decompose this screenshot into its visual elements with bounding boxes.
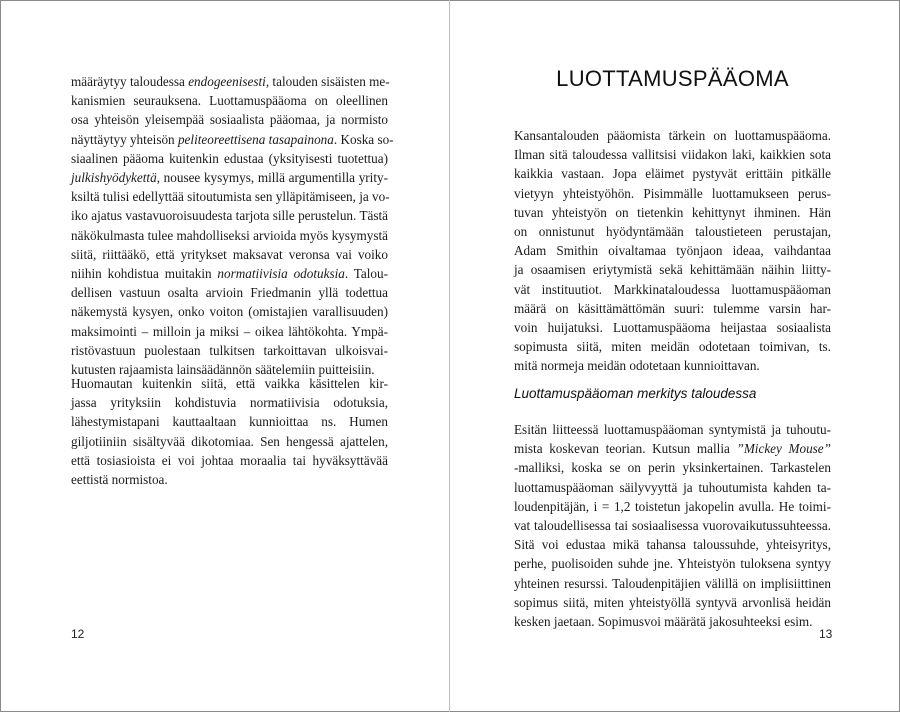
text-segment: loudenpitäjän, i = 1,2 toistetun jakopelin avulla. He toimi- [514,498,831,514]
text-segment: -malliksi, koska se on perin yksinkertainen. Tarkastelen [514,460,831,476]
text-line [514,478,831,497]
text-segment: , talouden sisäisten me- [265,74,390,89]
text-segment: siaalinen pääoma kuitenkin edustaa (yksityisesti tuotettua) [71,150,388,166]
italic-term: peliteoreettisena tasapainona [177,131,334,147]
left-paragraph-2 [71,374,388,489]
text-line: voin huijatuksi. Luottamuspääoma heijastaa sosiaalista [514,320,831,336]
text-line: eettistä normistoa. [71,472,168,488]
text-segment: Sitä voi edustaa mikä tahansa taloussuhde, yhteisyritys, [514,537,831,553]
text-segment: siitä, riittääkö, että yritykset maksavat veronsa vai voiko [71,246,388,262]
text-line: tuvan yhteistyön on tietenkin kehittynyt ihminen. Hän [514,204,831,220]
text-segment: osa yhteisön yleisempää sosiaalista pääomaa, ja normisto [71,112,388,128]
text-segment: luottamuspääoman säilyvyyttä ja tuhoutumista kahden ta- [514,479,831,495]
right-page [450,0,900,712]
text-line [71,341,388,360]
text-line: on onnistunut hyödyntämään taloustieteen perustajan, [514,224,831,240]
left-page [0,0,449,712]
text-line [71,168,388,187]
text-segment: iko ajatus vastavuoroisuudesta tarjota sille perustelun. Tästä [71,208,388,224]
text-segment: kutusten rajaamista lainsäädännön säätelemiin puitteisiin. [71,362,375,378]
text-line: Kansantalouden pääomista tärkein on luottamuspääoma. [514,128,831,143]
italic-term: ”Mickey Mouse” [736,441,831,457]
page-number-left: 12 [71,627,85,641]
text-segment: kanismien seurauksena. Luottamuspääoma on oleellinen [71,93,388,109]
text-line: vät instituutiot. Markkinataloudessa luottamuspääoman [514,281,831,297]
text-line: ja osaamisen eriytymistä sekä kehittämään näihin liitty- [514,262,831,278]
text-line [71,91,388,110]
page-number-right: 13 [819,627,833,641]
text-line: mitä normeja meidän odotetaan kunnioittavan. [514,358,760,374]
text-line: määrä on käsittämättömän suuri: tulemme varsin har- [514,300,831,316]
text-line: Adam Smithin oivaltamaa työnjaon ideaa, vaihdantaa [514,243,831,259]
text-line [71,187,388,206]
left-paragraph-1 [71,72,394,379]
text-segment: määräytyy taloudessa [71,74,189,89]
text-line [514,593,831,612]
text-segment: ksiltä tulisi edellyttää sitoutumista sen ylläpitämiseen, ja vo- [71,189,390,205]
text-segment: sopimus siitä, miten yhteistyöllä syntyvä arvonlisä heidän [514,594,831,610]
text-line [71,264,388,283]
text-segment: näkemystä kysyen, onko voiton (omistajien varallisuuden) [71,304,388,320]
text-line [71,130,394,149]
text-line [514,535,831,554]
text-line: lähestymistapani kauttaaltaan kunnioittaa ns. Humen [71,414,388,430]
text-line [71,283,388,302]
text-line [514,497,831,516]
text-segment: . Koska so- [333,131,394,147]
text-line [514,458,831,477]
text-segment: perhe, puolisoiden suhde jne. Yhteistyön tuloksena syntyy [514,556,831,572]
text-line: vietyyn yhteistyöhön. Pisimmälle luottamukseen perus- [514,185,831,201]
text-segment: näkökulmasta tulee mahdolliseksi arvioida myös kysymystä [71,227,388,243]
text-line [71,72,388,91]
text-line: jassa yrityksiin kohdistuvia normatiivisia odotuksia, [71,395,388,411]
text-line [514,554,831,573]
text-line [71,322,388,341]
italic-term: julkishyödykettä [71,170,157,186]
chapter-title: LUOTTAMUSPÄÄOMA [556,66,789,91]
text-segment: . Talou- [344,266,388,282]
text-line [71,149,388,168]
section-subtitle: Luottamuspääoman merkitys taloudessa [514,386,757,401]
text-line [71,245,388,264]
italic-term: normatiivisia odotuksia [217,266,345,282]
text-line [514,439,831,458]
italic-term: endogeenisesti [188,74,266,89]
text-line: Huomautan kuitenkin siitä, että vaikka käsittelen kir- [71,376,388,391]
text-segment: dellisen vastuun osalta arvioin Friedmanin yllä todettua [71,285,388,301]
text-segment: näyttäytyy yhteisön [71,131,178,147]
right-paragraph-1 [514,126,831,376]
right-paragraph-2 [514,420,831,631]
text-line [514,574,831,593]
text-line [514,516,831,535]
text-line [71,206,388,225]
text-segment: , nousee kysymys, millä argumentilla yrity- [156,170,388,186]
text-segment: maksimointi – milloin ja miksi – oikea lähtökohta. Ympä- [71,323,388,339]
text-line: kaikkia vastaan. Jopa eläimet pystyvät erittäin pitkälle [514,166,831,182]
text-line [514,612,831,631]
text-segment: niihin kohdistua muitakin [71,266,218,282]
text-line: että tosiasioista ei voi johtaa moraalia tai hyväksyttävää [71,452,388,468]
text-line: Ilman sitä taloudessa vallitsisi viidakon laki, kaikkien sota [514,147,831,163]
text-segment: Esitän liitteessä luottamuspääoman syntymistä ja tuhoutu- [514,422,831,437]
text-line [71,226,388,245]
text-line [71,110,388,129]
text-segment: kesken jaetaan. Sopimusvoi määrätä jakosuhteeksi esim. [514,614,813,630]
text-line [514,420,831,439]
text-line: giljotiiniin sisältyvää dikotomiaa. Sen hengessä ajattelen, [71,433,388,449]
text-segment: vat taloudellisessa tai sosiaalisessa vuorovaikutussuhteessa. [514,518,831,534]
text-segment: ristövastuun puolestaan tulkitsen tarkoittavan ulkoisvai- [71,342,388,358]
text-segment: mista koskevan teorian. Kutsun mallia [514,441,737,457]
text-segment: yhteinen resurssi. Taloudenpitäjien välillä on implisiittinen [514,575,831,591]
text-line: sopimusta siitä, miten meidän odotetaan toimivan, ts. [514,339,831,355]
text-line [71,302,388,321]
